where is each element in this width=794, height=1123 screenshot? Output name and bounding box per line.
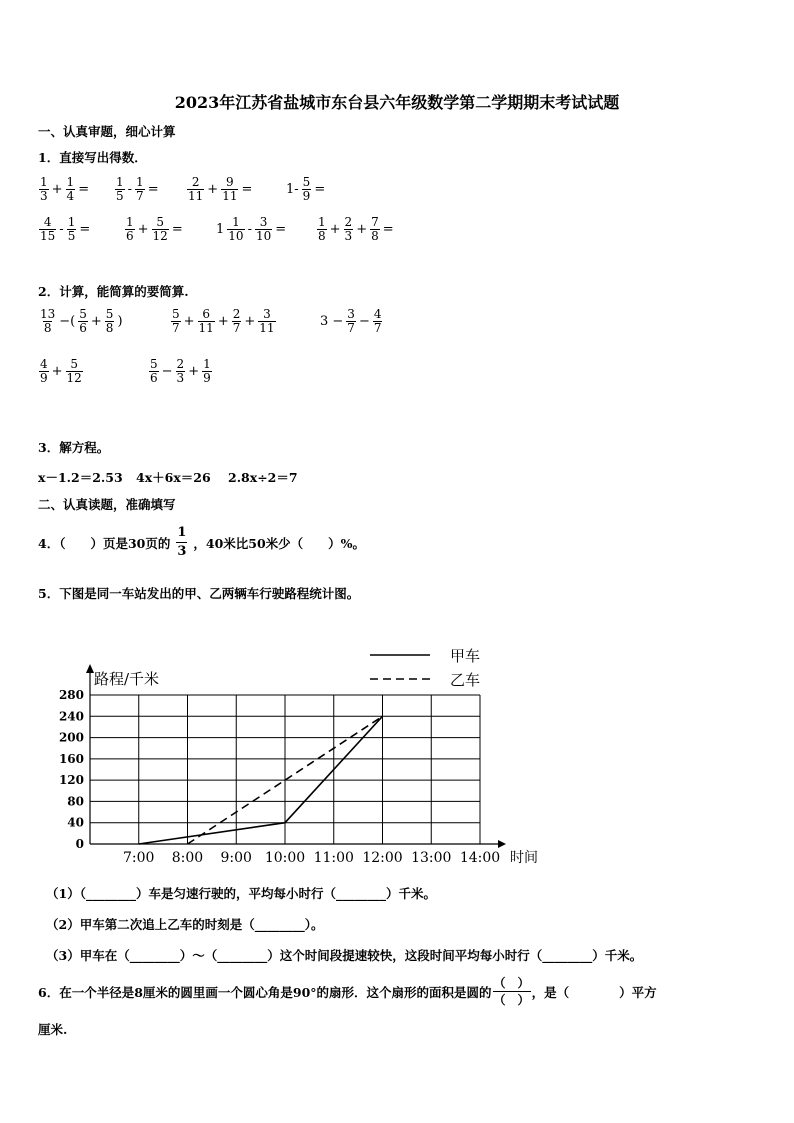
operator: + xyxy=(51,364,63,379)
x-tick-label: 13:00 xyxy=(411,850,452,866)
page-title: 2023年江苏省盐城市东台县六年级数学第二学期期末考试试题 xyxy=(174,93,620,112)
x-tick-label: 7:00 xyxy=(123,850,155,866)
fraction: $\frac{9}{11}$ xyxy=(222,175,238,203)
q4-fraction: $\frac{1}{3}$ xyxy=(177,525,187,559)
x-tick-label: 9:00 xyxy=(220,850,252,866)
y-axis-arrow xyxy=(86,664,94,673)
fraction: $\frac{7}{8}$ xyxy=(371,215,379,243)
operator: − xyxy=(358,314,370,329)
fraction: $\frac{1}{7}$ xyxy=(136,175,144,203)
fraction: $\frac{1}{4}$ xyxy=(66,175,75,203)
question-1-label: 1．直接写出得数． xyxy=(38,150,147,165)
operator: = xyxy=(314,182,326,197)
q6-text-a: 6．在一个半径是8厘米的圆里画一个圆心角是90°的扇形．这个扇形的面积是圆的 xyxy=(38,984,492,1000)
legend-label: 甲车 xyxy=(450,647,481,665)
q4-text-b: ，40米比50米少（ ）%。 xyxy=(193,535,366,551)
fraction: $\frac{3}{10}$ xyxy=(255,215,272,243)
fraction: $\frac{5}{9}$ xyxy=(302,175,311,203)
operator: = xyxy=(241,182,253,197)
fraction: $\frac{1}{3}$ xyxy=(40,175,48,203)
fraction: $\frac{4}{9}$ xyxy=(40,357,48,385)
question-3-label: 3．解方程。 xyxy=(38,440,110,455)
x-tick-label: 10:00 xyxy=(264,850,306,866)
fraction: $\frac{5}{8}$ xyxy=(105,307,114,335)
fraction: $\frac{2}{11}$ xyxy=(188,175,204,203)
operator: + xyxy=(51,182,63,197)
operator: −( xyxy=(59,314,76,329)
fraction: $\frac{5}{6}$ xyxy=(150,357,158,385)
fraction: $\frac{4}{7}$ xyxy=(373,307,382,335)
operator: = xyxy=(79,222,91,237)
x-axis-label: 时间 xyxy=(510,850,538,866)
q5-sub-3: （3）甲车在（________）～（________）这个时间段提速较快，这段时间平均每小时行（________）千米。 xyxy=(46,948,643,963)
y-tick-label: 0 xyxy=(75,837,84,851)
question-2-label: 2．计算，能简算的要简算. xyxy=(38,284,189,299)
y-axis-label: 路程/千米 xyxy=(94,670,160,688)
fraction: $\frac{1}{6}$ xyxy=(126,215,134,243)
operator: + xyxy=(188,364,200,379)
q4-text-a: 4．（ ）页是30页的 xyxy=(38,535,171,551)
y-tick-label: 120 xyxy=(58,773,84,788)
fraction: $\frac{1}{9}$ xyxy=(203,357,211,385)
section-2-heading: 二、认真读题，准确填写 xyxy=(38,497,176,512)
y-tick-label: 280 xyxy=(58,688,84,702)
fraction: $\frac{5}{12}$ xyxy=(152,215,168,243)
equation-3: 2.8x÷2＝7 xyxy=(228,470,298,485)
fraction: $\frac{1}{8}$ xyxy=(318,215,326,243)
operator: + xyxy=(90,314,102,329)
y-tick-label: 160 xyxy=(58,751,84,766)
operator: - xyxy=(247,222,252,237)
fraction: $\frac{5}{6}$ xyxy=(79,307,87,335)
question-6 xyxy=(38,975,657,1008)
fraction: $\frac{3}{7}$ xyxy=(347,307,355,335)
operator: + xyxy=(244,314,256,329)
fraction: $\frac{1}{5}$ xyxy=(116,175,124,203)
y-tick-label: 80 xyxy=(67,794,84,809)
x-tick-label: 14:00 xyxy=(459,850,501,866)
y-tick-label: 40 xyxy=(67,815,84,830)
operator: 1 xyxy=(216,222,225,237)
operator: ) xyxy=(117,314,123,329)
x-tick-label: 8:00 xyxy=(171,850,204,866)
fraction: $\frac{5}{7}$ xyxy=(172,307,180,335)
operator: + xyxy=(183,314,195,329)
operator: - xyxy=(59,222,64,237)
q6-fraction: $\frac{( )}{( )}$ xyxy=(493,976,530,1007)
operator: = xyxy=(147,182,159,197)
fraction: $\frac{1}{5}$ xyxy=(67,215,76,243)
fraction: $\frac{4}{15}$ xyxy=(40,215,56,243)
q6-line-2: 厘米. xyxy=(38,1022,68,1037)
fraction: $\frac{2}{3}$ xyxy=(176,357,185,385)
question-5-label: 5．下图是同一车站发出的甲、乙两辆车行驶路程统计图。 xyxy=(38,586,360,601)
y-tick-label: 240 xyxy=(58,709,84,724)
equation-2: 4x＋6x＝26 xyxy=(136,470,211,485)
fraction: $\frac{6}{11}$ xyxy=(198,307,214,335)
operator: + xyxy=(329,222,341,237)
legend-label: 乙车 xyxy=(450,671,481,689)
operator: + xyxy=(356,222,368,237)
x-tick-label: 11:00 xyxy=(313,850,354,866)
fraction: $\frac{2}{3}$ xyxy=(344,215,353,243)
q5-sub-1: （1）（________）车是匀速行驶的，平均每小时行（________）千米。 xyxy=(46,886,436,901)
operator: = xyxy=(275,222,287,237)
operator: + xyxy=(207,182,219,197)
fraction: $\frac{1}{10}$ xyxy=(228,215,244,243)
q6-text-b: ，是（ ）平方 xyxy=(531,984,657,1000)
equation-1: x－1.2＝2.53 xyxy=(38,470,123,485)
operator: + xyxy=(217,314,229,329)
x-tick-label: 12:00 xyxy=(362,850,403,866)
fraction: $\frac{13}{8}$ xyxy=(40,307,56,335)
operator: 3 − xyxy=(320,314,344,329)
operator: - xyxy=(127,182,133,197)
fraction: $\frac{2}{7}$ xyxy=(232,307,241,335)
operator: + xyxy=(137,222,149,237)
operator: = xyxy=(382,222,394,237)
operator: = xyxy=(78,182,90,197)
operator: − xyxy=(161,364,173,379)
fraction: $\frac{5}{12}$ xyxy=(66,357,82,385)
q5-sub-2: （2）甲车第二次追上乙车的时刻是（________）。 xyxy=(46,917,324,932)
x-axis-arrow xyxy=(498,840,506,848)
section-1-heading: 一、认真审题，细心计算 xyxy=(38,124,176,139)
y-tick-label: 200 xyxy=(58,730,84,745)
operator: 1- xyxy=(286,182,299,197)
operator: = xyxy=(171,222,183,237)
fraction: $\frac{3}{11}$ xyxy=(259,307,275,335)
